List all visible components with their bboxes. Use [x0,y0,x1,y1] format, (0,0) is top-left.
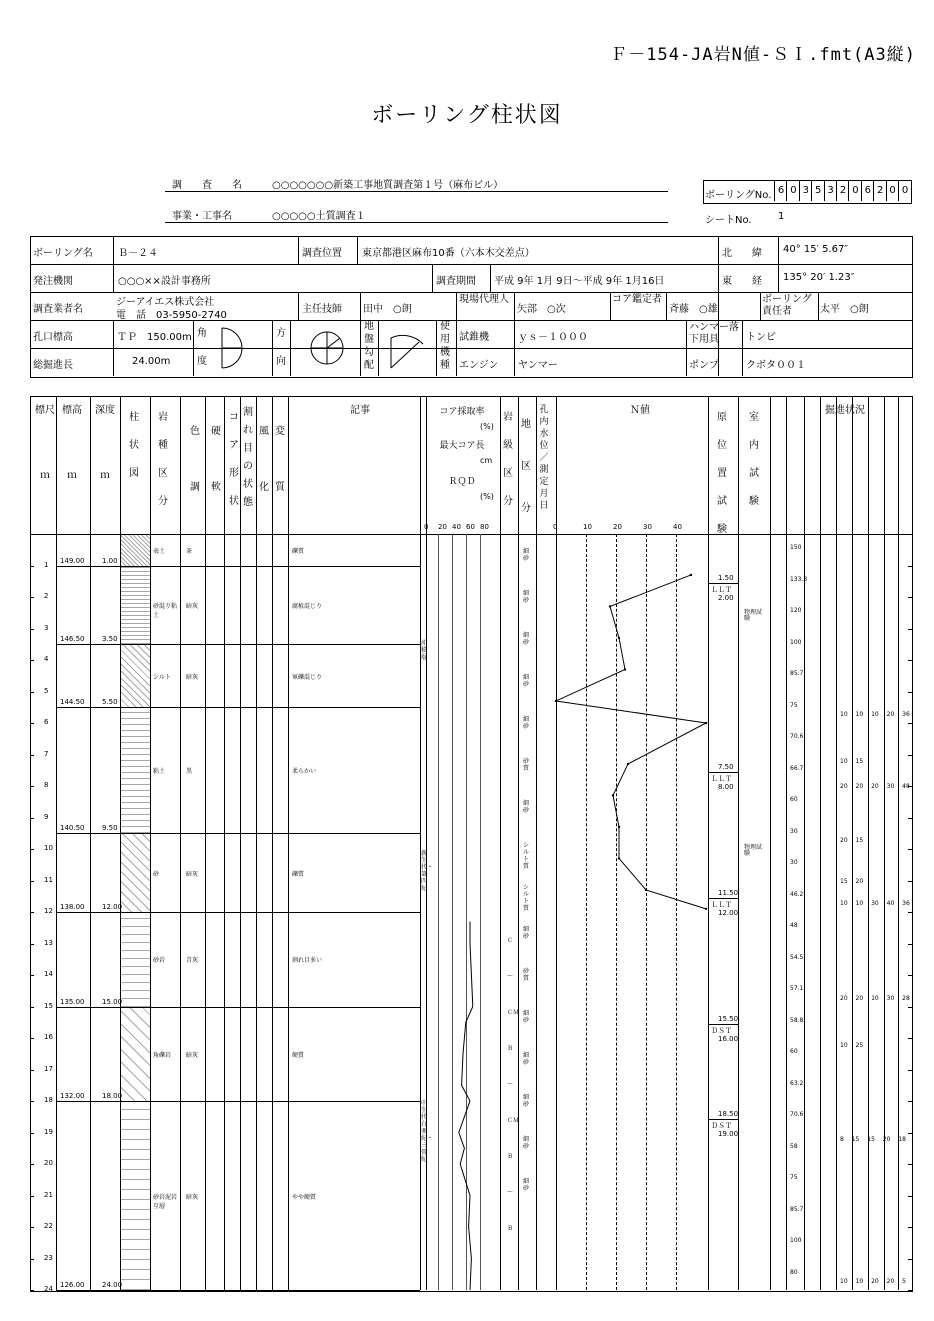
progress-rate: 58.8 [790,1016,804,1024]
client: ○○○××設計事務所 [118,276,211,287]
soil-class: 細砂 [523,674,530,688]
depth-scale-label: 2 [44,592,49,600]
test-type: ＤＳＴ [711,1121,732,1130]
layer-color: 暗灰 [186,673,199,681]
survey-name: ○○○○○○○新築工事地質調査第１号（麻布ビル） [272,180,504,191]
test-depth: 7.50 [718,763,734,772]
progress-rate: 63.2 [790,1079,804,1087]
progress-rate: 30 [790,859,798,866]
layer-color: 茶 [186,547,193,555]
period: 平成 9年 1月 9日～平成 9年 1月16日 [494,276,665,287]
boring-no-digit: 0 [898,181,911,201]
depth-scale-label: 15 [44,1001,53,1010]
hdr-rqd: ＲＱＤ [448,477,476,487]
layer-note: やや硬質 [292,1193,317,1201]
pump-label: ポンプ [689,360,719,371]
layer-color: 黒 [186,768,193,776]
direction-label: 方向 [276,328,286,367]
layer-depth: 12.00 [102,903,123,911]
n-value-line [556,575,706,909]
progress-rate: 70.6 [790,733,804,740]
depth-scale-label: 9 [44,812,49,821]
geo-unit-label: 沖積層 [421,640,428,661]
depth-scale-label: 3 [44,623,49,632]
elev: ＴＰ 150.00m [117,332,192,343]
test-type: ＬＬＴ [711,775,732,784]
rock-class: ～ [507,1081,514,1088]
east-label: 東 経 [722,276,762,287]
progress-rate: 133.3 [790,575,808,583]
core-judge: 斉藤 ○雄 [669,304,718,315]
core-recovery-line [459,921,473,1290]
progress-rate: 70.6 [790,1111,804,1118]
progress-water: 20 15 [840,837,864,844]
n-value-point [624,668,626,670]
soil-class: シルト質 [523,884,530,912]
rock-class: Ｂ [507,1225,514,1232]
lab-test: 物理試験 [744,844,763,857]
progress-rate: 150 [790,544,802,551]
layer-color: 暗灰 [186,1051,199,1059]
n-value-point [618,857,620,859]
hdr-max-core: 最大コア長 [439,441,485,451]
soil-class: 砂質 [523,758,530,772]
n-value-point [705,908,707,910]
test-end: 12.00 [718,909,739,918]
depth-scale-label: 4 [44,655,49,663]
hdr-progress: 掘進状況 [825,405,865,416]
boring-chief-label: ボーリング責任者 [762,294,812,317]
rock-class: ＣＭ [507,1009,520,1016]
layer-rock-type: 砂混り粘土 [153,602,178,619]
progress-rate: 85.7 [790,1205,804,1213]
progress-rate: 75 [790,1174,798,1181]
chief-label: 主任技師 [302,304,342,315]
progress-water: 10 25 [840,1041,864,1049]
boring-no-digit: 6 [774,181,787,201]
hdr-pct1: (%) [480,422,494,431]
depth-scale-label: 21 [44,1190,53,1199]
layer-elevation: 138.00 [60,903,85,911]
layer-elevation: 144.50 [60,698,85,707]
layer-rock-type: 砂岩泥岩互層 [153,1193,178,1210]
soil-class: シルト質 [523,842,530,870]
depth-scale-label: 16 [44,1033,53,1041]
depth-scale-label: 20 [44,1159,53,1167]
rock-class: ～ [507,973,514,980]
soil-class: 細砂 [523,548,530,562]
test-depth: 11.50 [718,889,739,898]
progress-water: 10 10 20 20 5 [840,1278,906,1285]
angle-label: 角度 [197,328,207,367]
progress-rate: 46.2 [790,890,804,898]
n-tick-label: 0 [553,523,558,531]
project-name: ○○○○○土質調査１ [272,211,366,222]
n-value-point [609,605,611,607]
boring-no-digit: 5 [811,181,824,201]
layer-depth: 5.50 [102,698,118,707]
sheet-no: 1 [778,211,785,222]
soil-class: 細砂 [523,1094,530,1108]
n-value-point [690,574,692,576]
layer-depth: 9.50 [102,824,118,833]
n-value-point [645,889,647,891]
layer-elevation: 135.00 [60,997,85,1006]
depth-scale-label: 1 [44,560,49,569]
progress-rate: 85.7 [790,670,804,677]
hdr-field-test: 原位置試験 [717,412,727,535]
boring-no-digit: 2 [836,181,849,201]
hdr-core-shape: コア形状 [229,412,239,507]
layer-depth: 24.00 [102,1281,123,1289]
hammer: トンビ [746,332,776,343]
depth-scale-label: 24 [44,1285,53,1293]
core-tick-label: 20 [438,523,447,531]
rock-class: ～ [507,1189,514,1196]
progress-rate: 48 [790,922,798,929]
hdr-rock-class: 岩級区分 [503,412,513,507]
soil-class: 細砂 [523,1010,530,1024]
location: 東京都港区麻布10番（六本木交差点） [362,248,535,259]
n-value-point [555,700,557,702]
progress-rate: 60 [790,1048,798,1055]
soil-class: 砂質 [523,968,530,982]
n-tick-label: 30 [643,523,652,531]
n-value-point [618,826,620,828]
layer-note: 礫質 [292,547,305,555]
progress-rate: 57.1 [790,985,804,992]
boring-no-label: ボーリングNo. [705,190,772,201]
boring-no-digit: 3 [824,181,837,201]
layer-rock-type: 砂岩 [153,957,166,965]
machine-label: 試錐機 [459,332,489,343]
layer-note: 礫質 [292,870,305,878]
machine: ｙｓ－１０００ [518,332,588,343]
survey-name-label: 調 査 名 [172,180,242,191]
depth-scale-label: 17 [44,1064,53,1073]
soil-class: 細砂 [523,632,530,646]
layer-elevation: 132.00 [60,1092,85,1100]
layer-color: 青灰 [186,957,199,965]
n-value-point [618,637,620,639]
n-value-point [612,794,614,796]
core-tick-label: 40 [452,523,461,531]
north-label: 北 緯 [722,248,762,259]
progress-rate: 30 [790,827,798,835]
slope-label: 地盤勾配 [364,321,374,371]
sheet-no-label: シートNo. [705,215,752,226]
company: ジーアイエス株式会社 [116,297,215,308]
layer-note: 腐植混じり [292,602,323,610]
layer-depth: 18.00 [102,1092,123,1100]
document-title: ボーリング柱状図 [371,103,563,128]
hammer-label: ハンマー落下用具 [689,322,739,345]
hdr-soil-class: 地区分 [521,419,531,514]
agent: 矢部 ○次 [517,304,566,315]
progress-water: 8 15 15 20 18 [840,1136,906,1144]
progress-water: 15 20 [840,877,864,885]
progress-rate: 60 [790,796,798,803]
depth-scale-label: 18 [44,1096,53,1104]
core-tick-label: 80 [480,523,489,531]
layer-depth: 3.50 [102,635,118,644]
project-label: 事業・工事名 [172,211,232,222]
pump: クボタ００１ [746,360,806,371]
depth-scale-label: 6 [44,718,49,726]
chief: 田中 ○朗 [363,304,412,315]
layer-color: 暗灰 [186,870,199,878]
elev-label: 孔口標高 [33,332,73,343]
depth-scale-label: 13 [44,938,53,947]
hdr-scale: 標尺 ｍ [35,405,55,481]
hdr-description: 記事 [350,405,370,416]
boring-no-digit: 0 [786,181,799,201]
layer-color: 暗灰 [186,1193,199,1201]
file-name: Ｆ－154-JA岩N値-ＳＩ.fmt(A3縦) [610,45,916,65]
progress-rate: 54.5 [790,953,804,961]
rock-class: ＣＭ [507,1117,520,1124]
layer-rock-type: 砂 [153,870,160,878]
progress-rate: 58 [790,1142,798,1150]
boring-no-digit: 3 [799,181,812,201]
n-value-point [627,763,629,765]
n-tick-label: 20 [613,523,622,531]
test-end: 19.00 [718,1129,739,1138]
n-value-point [705,722,707,724]
soil-class: 細砂 [523,590,530,604]
hdr-elevation: 標高 ｍ [62,405,82,481]
hdr-water-level: 孔内水位／測定月日 [539,405,549,511]
n-tick-label: 10 [583,523,592,531]
layer-color: 暗灰 [186,602,199,610]
hdr-rock-type: 岩種区分 [158,412,168,507]
total-length-label: 総掘進長 [33,360,73,371]
depth-scale-label: 14 [44,970,53,978]
engine-label: エンジン [459,360,499,371]
depth-scale-label: 10 [44,844,53,852]
layer-note: 軍礫混じり [292,673,323,681]
test-end: 16.00 [718,1035,739,1044]
test-depth: 18.50 [718,1109,739,1118]
core-tick-label: 0 [424,523,429,531]
progress-water: 20 20 20 30 48 [840,783,910,791]
machine-used-label: 使用機種 [440,321,450,371]
layer-rock-type: 表土 [153,547,166,555]
hdr-n-value: Ｎ値 [630,405,650,416]
boring-no-digit: 6 [861,181,874,201]
progress-water: 10 15 [840,758,864,766]
boring-chief: 太平 ○朗 [820,304,869,315]
test-depth: 15.50 [718,1015,739,1024]
hdr-crack: 割れ目の状態 [243,407,253,508]
engine: ヤンマー [518,360,558,371]
geo-unit-label: 新生代・第四紀 [421,850,434,892]
depth-scale-label: 12 [44,907,53,915]
layer-elevation: 140.50 [60,824,85,833]
boring-name-label: ボーリング名 [33,248,93,259]
progress-rate: 75 [790,701,798,709]
hdr-depth: 深度 ｍ [95,405,115,481]
progress-water: 10 10 30 40 36 [840,900,910,907]
layer-elevation: 126.00 [60,1281,85,1289]
n-tick-label: 40 [673,523,682,531]
hdr-lab-test: 室内試験 [749,412,759,507]
soil-class: 細砂 [523,800,530,814]
hdr-pct2: (%) [480,492,494,501]
progress-rate: 66.7 [790,764,804,772]
rock-class: Ｂ [507,1045,514,1052]
soil-class: 細砂 [523,926,530,940]
soil-class: 細砂 [523,1052,530,1066]
layer-elevation: 149.00 [60,556,85,565]
layer-rock-type: 角礫岩 [153,1051,172,1059]
soil-class: 細砂 [523,716,530,730]
test-end: 2.00 [718,594,734,603]
hdr-hardness: 硬軟 [211,426,221,493]
hdr-column: 柱状図 [129,412,139,479]
test-end: 8.00 [718,783,734,792]
total-length: 24.00m [132,356,171,367]
company-phone: 電 話 03-5950-2740 [116,310,227,321]
boring-no-digit: 2 [873,181,886,201]
layer-elevation: 146.50 [60,635,85,644]
boring-name: Ｂ－２４ [118,248,158,259]
layer-note: 硬質 [292,1051,305,1059]
test-type: ＤＳＴ [711,1027,732,1036]
agent-label: 現場代理人 [459,294,509,305]
test-type: ＬＬＴ [711,586,732,595]
depth-scale-label: 7 [44,749,49,758]
rock-class: Ｂ [507,1153,514,1160]
soil-class: 細砂 [523,1136,530,1150]
depth-scale-label: 19 [44,1127,53,1136]
layer-rock-type: シルト [153,673,171,681]
boring-no-digit: 0 [886,181,899,201]
lab-test: 物理試験 [744,609,763,622]
north-lat: 40° 15′ 5.67″ [783,244,849,255]
layer-note: 柔らかい [292,768,317,776]
depth-scale-label: 11 [44,875,53,884]
soil-class: 細砂 [523,1178,530,1192]
rock-class: Ｃ [507,937,514,944]
test-depth: 1.50 [718,574,734,583]
hdr-weathering: 風化 [259,426,269,493]
progress-water: 10 10 10 20 36 [840,711,910,718]
location-label: 調査位置 [302,248,342,259]
progress-rate: 100 [790,1237,802,1244]
progress-rate: 120 [790,607,802,614]
east-long: 135° 20′ 1.23″ [783,272,855,283]
progress-rate: 80 [790,1268,798,1276]
progress-water: 20 20 10 30 28 [840,994,910,1002]
client-label: 発注機関 [33,276,73,287]
core-judge-label: コア鑑定者 [612,294,662,305]
layer-depth: 1.00 [102,556,118,565]
depth-scale-label: 5 [44,686,49,695]
geo-unit-label: 中生代白亜紀・三畳紀 [421,1100,434,1163]
layer-note: 割れ目多い [292,957,323,965]
hdr-alteration: 変質 [275,426,285,493]
hdr-core-recovery: コア採取率 [439,407,485,417]
hdr-cm: cm [480,456,493,465]
test-type: ＬＬＴ [711,901,732,910]
core-tick-label: 60 [466,523,475,531]
depth-scale-label: 23 [44,1253,53,1262]
company-label: 調査業者名 [33,304,83,315]
layer-depth: 15.00 [102,997,123,1006]
hdr-color: 色調 [190,426,200,493]
depth-scale-label: 8 [44,781,49,789]
period-label: 調査期間 [436,276,476,287]
progress-rate: 100 [790,638,802,646]
boring-no-digit: 0 [848,181,861,201]
depth-scale-label: 22 [44,1222,53,1230]
layer-rock-type: 粘土 [153,768,166,776]
